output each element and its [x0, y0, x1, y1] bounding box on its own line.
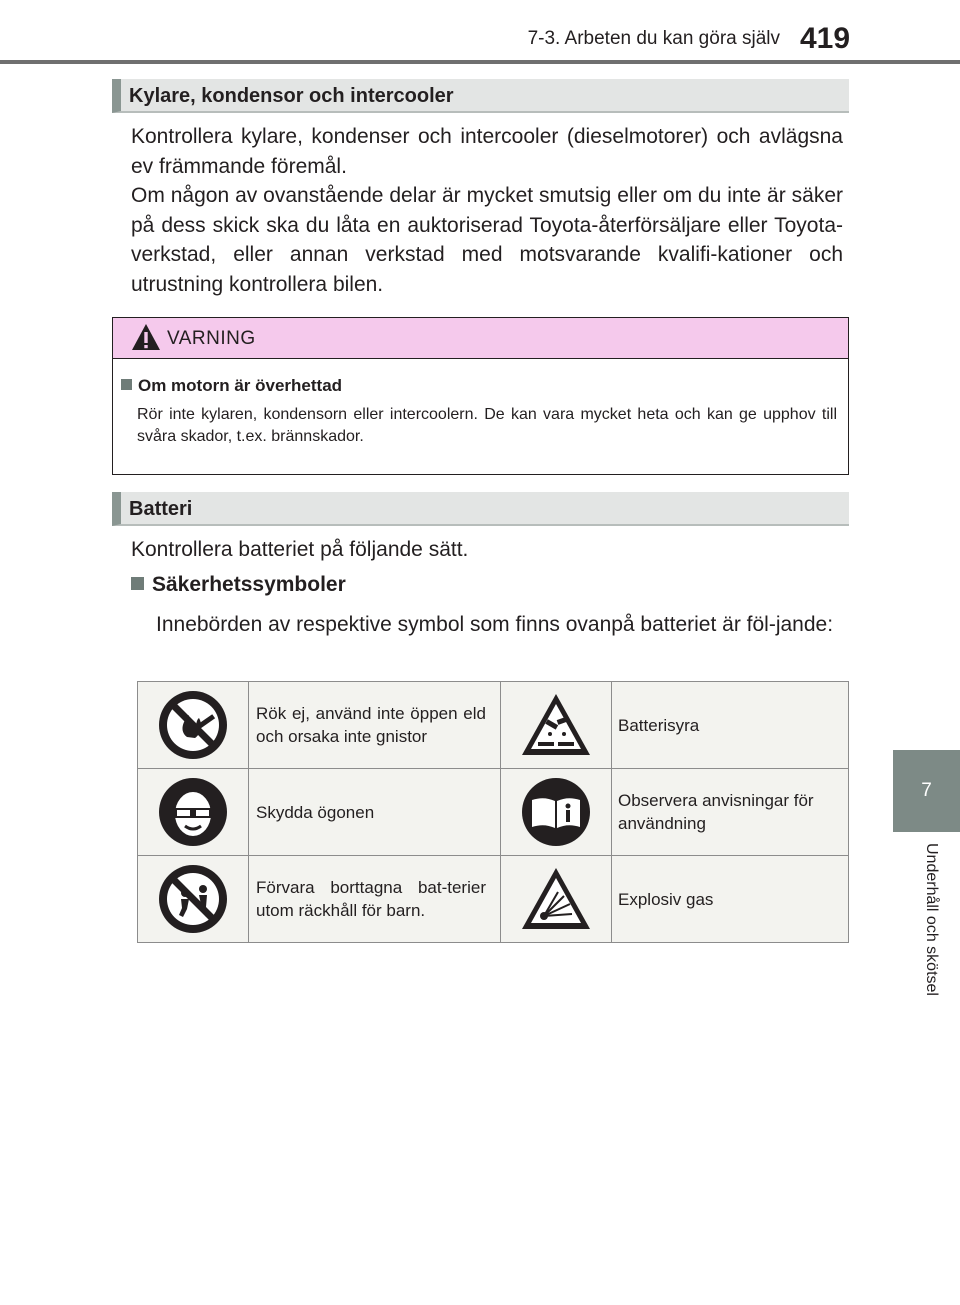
warning-header — [113, 318, 848, 359]
warning-box — [112, 317, 849, 475]
section-title: 7-3. Arbeten du kan göra själv — [527, 28, 780, 49]
table-row — [138, 769, 849, 856]
symbol-text: Explosiv gas — [612, 856, 849, 943]
table-row — [138, 856, 849, 943]
symbol-text: Skydda ögonen — [249, 769, 501, 856]
explosive-gas-icon — [520, 866, 592, 932]
section-heading-battery: Batteri — [112, 492, 849, 526]
safety-symbols-description: Innebörden av respektive symbol som finns ovanpå batteriet är föl-jande: — [156, 613, 834, 636]
battery-acid-icon — [520, 692, 592, 758]
warning-label: VARNING — [167, 328, 256, 349]
safety-symbols-table — [137, 681, 849, 943]
radiator-paragraph-1: Kontrollera kylare, kondenser och intercooler (dieselmotorer) och avlägsna ev främmande föremål. — [131, 125, 843, 178]
table-row — [138, 682, 849, 769]
header-divider — [0, 60, 960, 64]
symbol-text: Observera anvisningar för användning — [612, 769, 849, 856]
radiator-paragraph-2: Om någon av ovanstående delar är mycket smutsig eller om du inte är säker på dess skick ska du låta en auktoriserad Toyota-återförsäljare eller Toyota-verkstad, eller annan verkstad med motsvarande kvalifi-kationer och utrustning kontrollera bilen. — [131, 184, 843, 296]
square-bullet-icon — [121, 379, 132, 390]
page-number: 419 — [800, 22, 851, 55]
symbol-text: Rök ej, använd inte öppen eld och orsaka inte gnistor — [249, 682, 501, 769]
square-bullet-icon — [131, 577, 144, 590]
warning-triangle-icon — [131, 323, 161, 351]
battery-intro: Kontrollera batteriet på följande sätt. — [131, 538, 469, 561]
chapter-tab[interactable]: 7 — [893, 750, 960, 832]
no-smoking-icon — [157, 689, 229, 761]
keep-from-children-icon — [157, 863, 229, 935]
safety-symbols-heading: Säkerhetssymboler — [131, 573, 346, 597]
section-heading-radiator: Kylare, kondensor och intercooler — [112, 79, 849, 113]
read-manual-icon — [520, 776, 592, 848]
symbol-text: Förvara borttagna bat-terier utom räckhåll för barn. — [249, 856, 501, 943]
symbol-text: Batterisyra — [612, 682, 849, 769]
chapter-title: Underhåll och skötsel — [923, 843, 940, 996]
warning-subheading: Om motorn är överhettad — [121, 376, 342, 396]
warning-text: Rör inte kylaren, kondensorn eller intercoolern. De kan vara mycket heta och kan ge upphov till svåra skador, t.ex. brännskador. — [137, 406, 837, 445]
eye-protection-icon — [157, 776, 229, 848]
